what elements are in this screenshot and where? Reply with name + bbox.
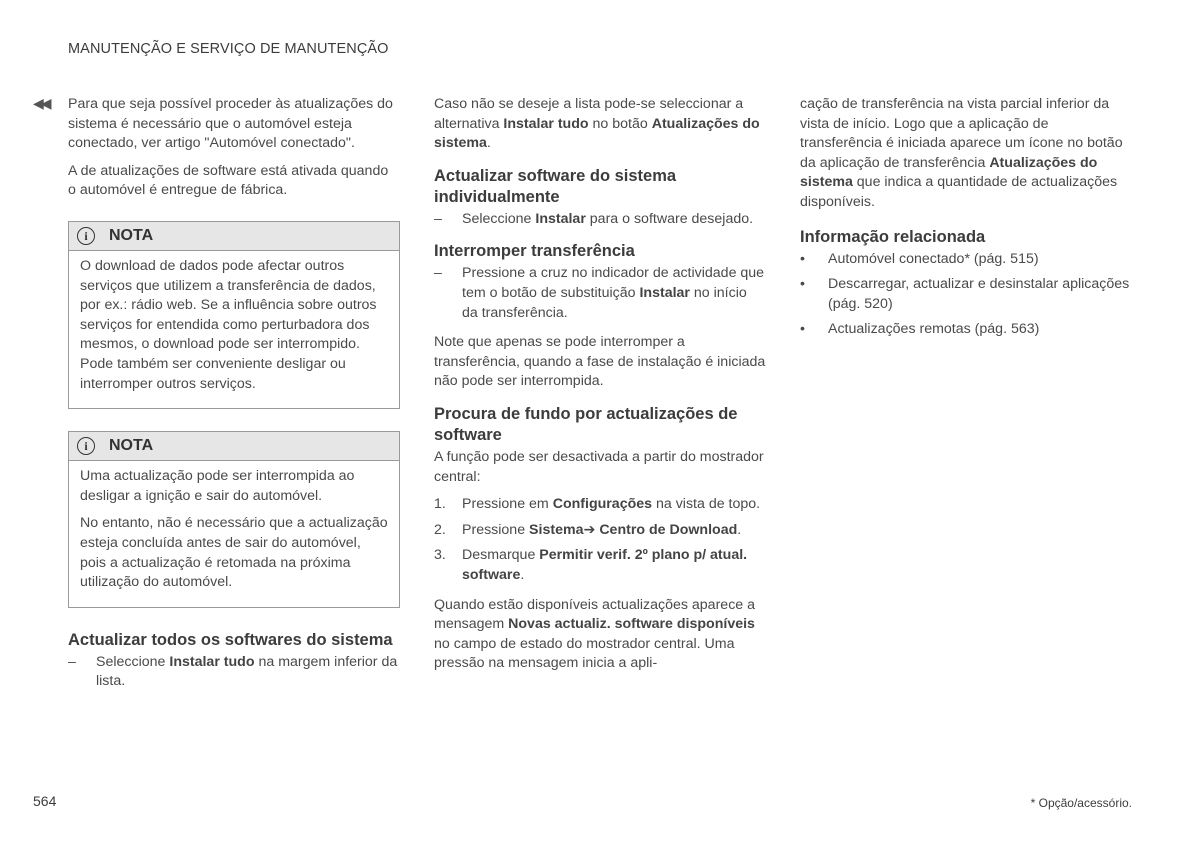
note-body xyxy=(69,461,399,607)
activation-paragraph: A de atualizações de software está ativada quando o automóvel é entregue de fábrica. xyxy=(68,162,389,199)
bullet-marker: • xyxy=(800,250,805,267)
column-3 xyxy=(800,95,1132,350)
step-number: 2. xyxy=(434,521,446,538)
continued-marker-icon: ◀◀ xyxy=(33,95,49,111)
paragraph: Caso não se deseje a lista pode-se seleccionar a alternativa Instalar tudo no botão Atualizações do sistema. xyxy=(434,96,760,152)
steps-list xyxy=(434,495,766,585)
step-number: 3. xyxy=(434,547,446,564)
ui-term: Atualizações do sistema xyxy=(800,154,1098,191)
related-link[interactable]: • Descarregar, actualizar e desinstalar aplicações (pág. 520) xyxy=(800,276,1130,312)
update-all-list xyxy=(68,653,400,692)
ui-term: Instalar tudo xyxy=(503,115,589,132)
page-header: MANUTENÇÃO E SERVIÇO DE MANUTENÇÃO xyxy=(68,41,389,57)
ui-term: Novas actualiz. software disponíveis xyxy=(508,616,755,633)
ui-term: Instalar xyxy=(535,210,586,227)
footnote: * Opção/acessório. xyxy=(1030,796,1132,810)
note-header xyxy=(69,222,399,251)
heading-background-search: Procura de fundo por actualizações de software xyxy=(434,404,738,444)
note-text: No entanto, não é necessário que a actualização esteja concluída antes de sair do automóvel, pois a actualização é retomada na próxima utilização do automóvel. xyxy=(80,515,388,591)
interrupt-list xyxy=(434,264,766,323)
heading-update-individual: Actualizar software do sistema individualmente xyxy=(434,166,677,206)
step-item: 2. Pressione Sistema➔ Centro de Download. xyxy=(434,521,766,541)
note-title: NOTA xyxy=(109,227,154,245)
update-individual-list xyxy=(434,210,766,230)
note-text: Uma actualização pode ser interrompida ao desligar a ignição e sair do automóvel. xyxy=(80,468,355,504)
note-text: O download de dados pode afectar outros serviços que utilizem a transferência de dados, por ex.: rádio web. Se a influência sobre outros serviços for entendida como perturbadora dos mesmos, o download pode ser interrompido. Pode também ser conveniente desligar ou interromper outros serviços. xyxy=(80,257,377,392)
info-icon: i xyxy=(77,437,95,455)
column-1 xyxy=(68,95,400,702)
ui-term: Atualizações do sistema xyxy=(434,115,760,152)
ui-term: Configurações xyxy=(552,496,653,513)
step-item: 1. Pressione em Configurações na vista de topo. xyxy=(434,495,766,515)
ui-term: Instalar tudo xyxy=(169,653,255,670)
dash-marker: – xyxy=(68,653,76,670)
paragraph: A função pode ser desactivada a partir do mostrador central: xyxy=(434,448,764,485)
bullet-marker: • xyxy=(800,276,805,293)
related-link[interactable]: • Actualizações remotas (pág. 563) xyxy=(800,320,1132,340)
note-header xyxy=(69,432,399,461)
note-box-download xyxy=(68,221,400,409)
step-item: 3. Desmarque Permitir verif. 2º plano p/ atual. software. xyxy=(434,547,748,583)
bullet-marker: • xyxy=(800,321,805,338)
dash-marker: – xyxy=(434,265,442,282)
heading-related-info: Informação relacionada xyxy=(800,227,986,246)
note-box-interruption xyxy=(68,431,400,608)
paragraph: Quando estão disponíveis actualizações aparece a mensagem Novas actualiz. software disponíveis no campo de estado do mostrador central. Uma pressão na mensagem inicia a apli- xyxy=(434,596,756,672)
interrupt-note-paragraph: Note que apenas se pode interromper a transferência, quando a fase de instalação é iniciada não pode ser interrompida. xyxy=(434,334,766,390)
paragraph: cação de transferência na vista parcial inferior da vista de início. Logo que a aplicação de transferência é iniciada aparece um ícone no botão da aplicação de transferência Atualizações do sistema que indica a quantidade de actualizações disponíveis. xyxy=(800,96,1123,210)
note-title: NOTA xyxy=(109,437,154,455)
dash-marker: – xyxy=(434,210,442,227)
related-links-list xyxy=(800,250,1132,340)
heading-interrupt: Interromper transferência xyxy=(434,242,635,261)
list-item: – Seleccione Instalar tudo na margem inferior da lista. xyxy=(68,653,398,690)
ui-term: Centro de Download xyxy=(599,521,738,538)
arrow-right-icon: ➔ xyxy=(583,521,596,538)
note-body xyxy=(69,251,399,408)
heading-update-all: Actualizar todos os softwares do sistema xyxy=(68,630,393,649)
ui-term: Permitir verif. 2º plano p/ atual. software xyxy=(462,547,748,583)
column-2 xyxy=(434,95,766,682)
step-number: 1. xyxy=(434,496,446,513)
list-item: – Seleccione Instalar para o software desejado. xyxy=(434,210,766,230)
info-icon: i xyxy=(77,227,95,245)
page-number: 564 xyxy=(33,793,57,809)
related-link[interactable]: • Automóvel conectado* (pág. 515) xyxy=(800,250,1132,270)
list-item: – Pressione a cruz no indicador de actividade que tem o botão de substituição Instalar no início da transferência. xyxy=(434,265,765,321)
ui-term: Instalar xyxy=(639,284,690,301)
intro-paragraph: Para que seja possível proceder às atualizações do sistema é necessário que o automóvel esteja conectado, ver artigo "Automóvel conectado". xyxy=(68,96,393,152)
ui-term: Sistema xyxy=(529,521,584,538)
